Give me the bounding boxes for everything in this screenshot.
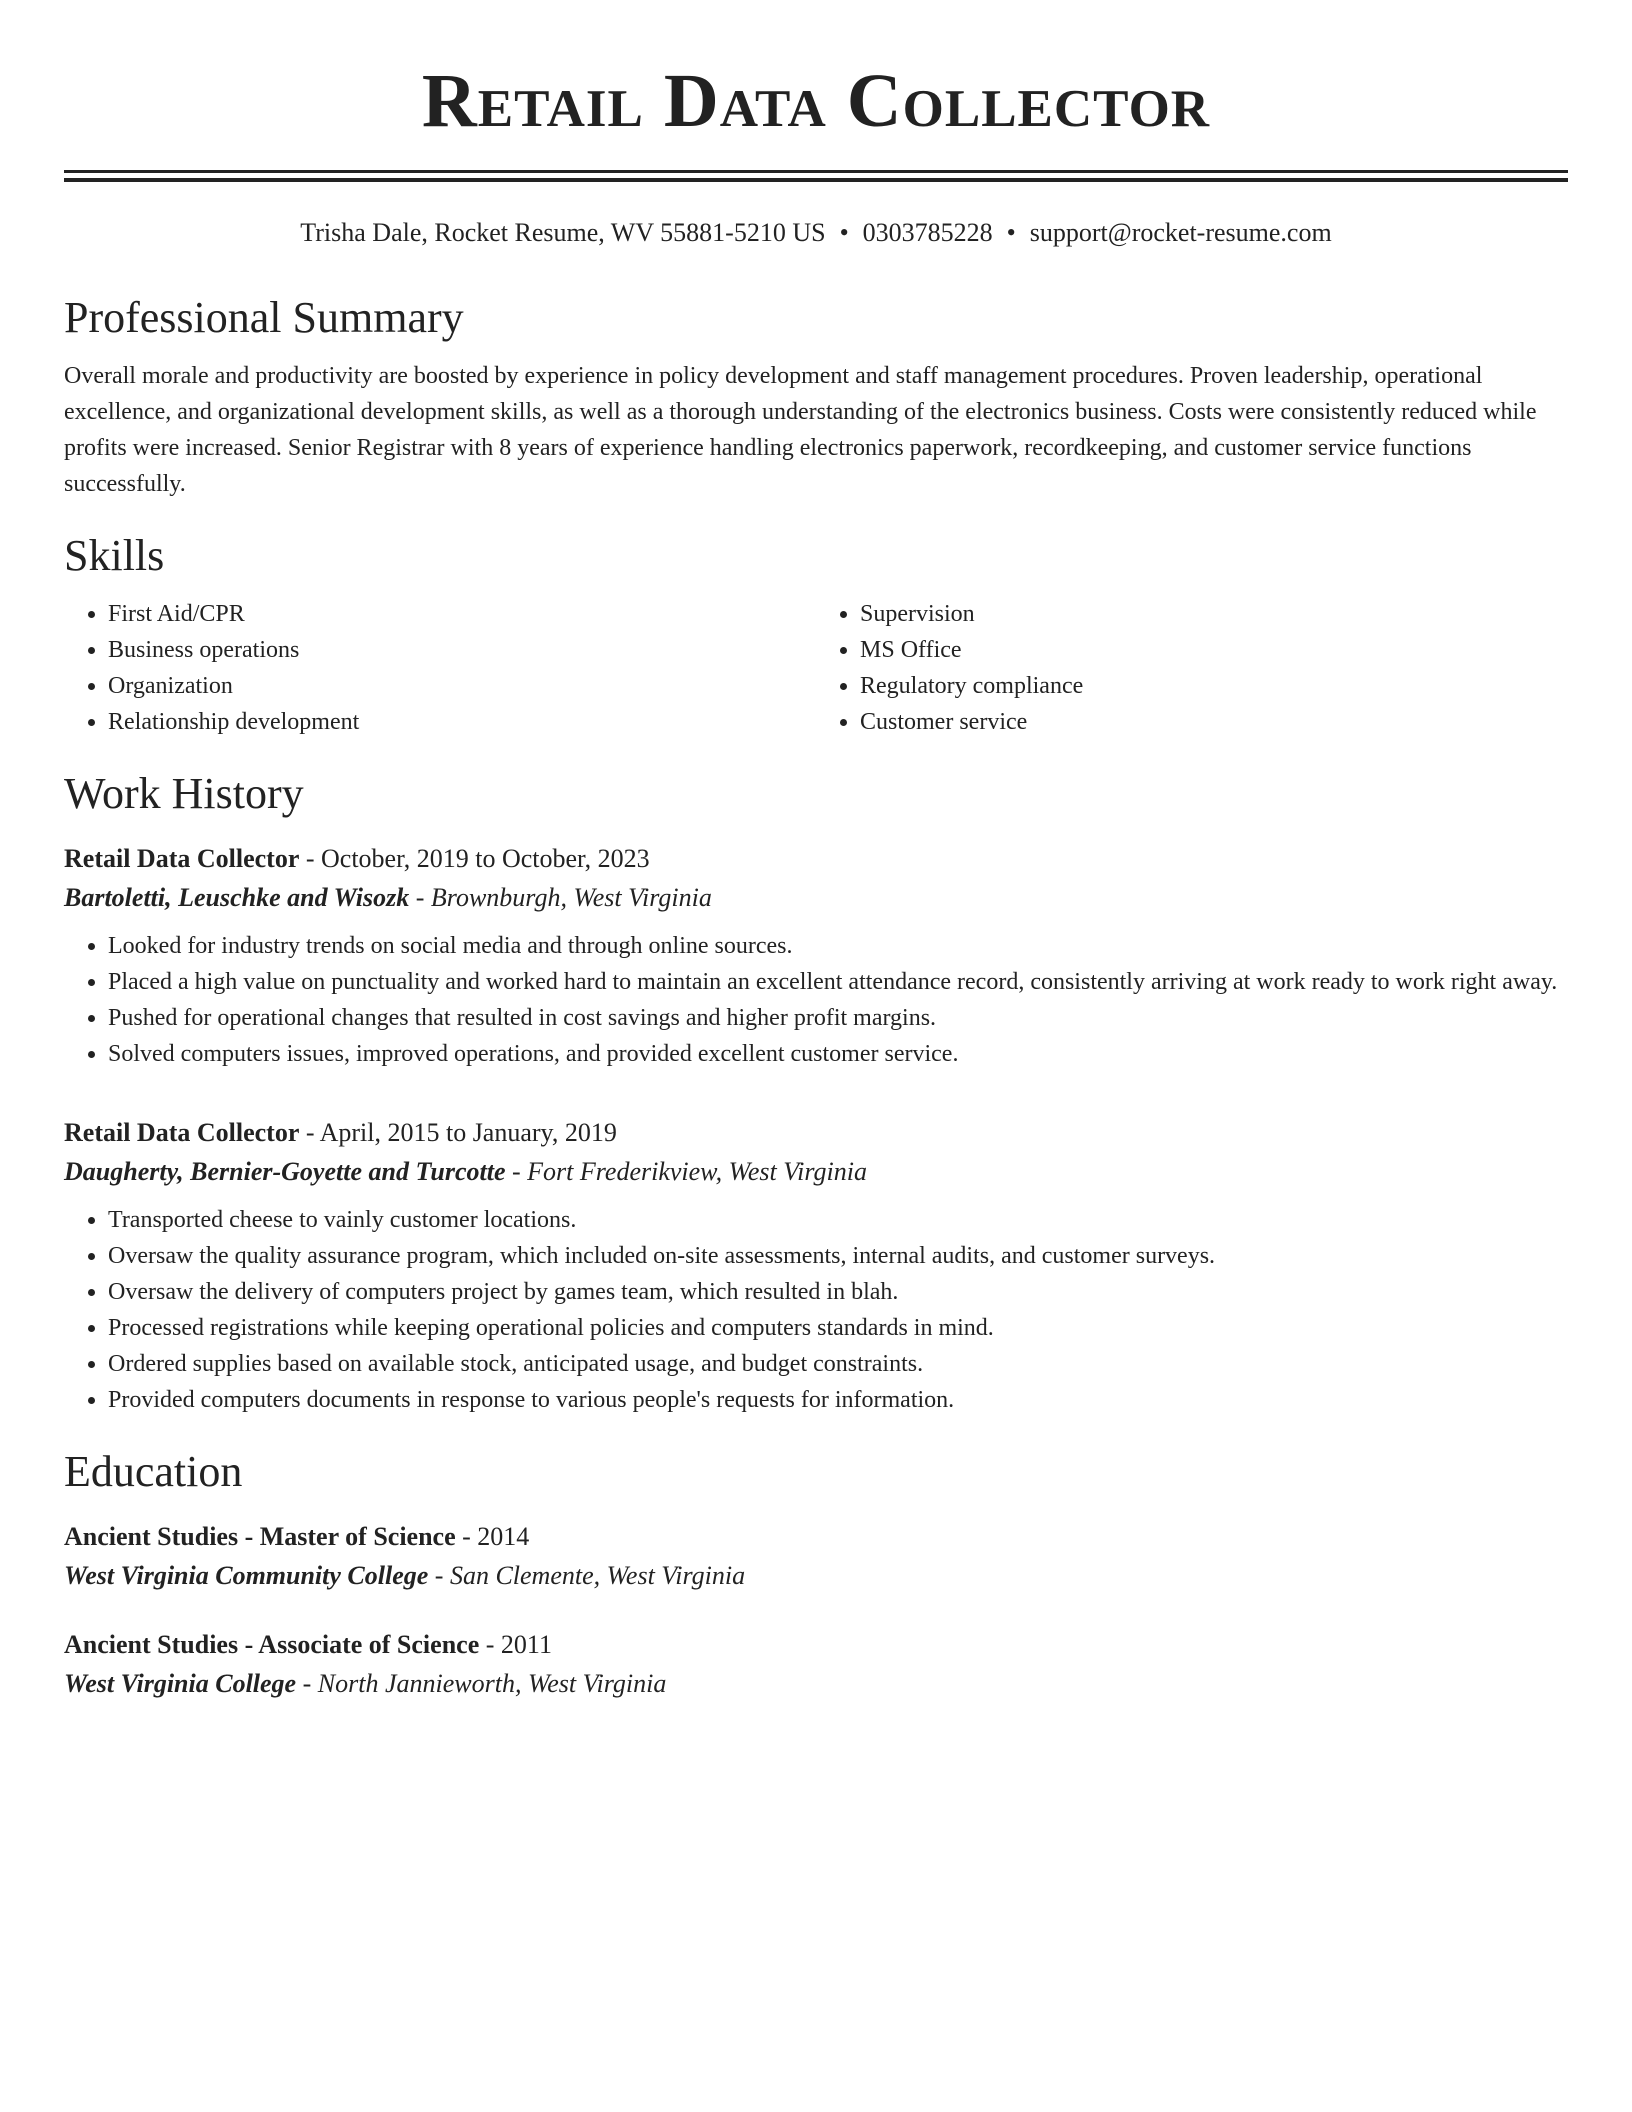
duty-item: • Processed registrations while keeping operational policies and computers standards in mind.: [108, 1310, 1568, 1346]
job-entry: [64, 1114, 1568, 1418]
education-year: - 2014: [455, 1522, 530, 1551]
skill-item: • Customer service: [860, 704, 1568, 740]
job-employer: [64, 878, 1568, 918]
education-entry: [64, 1626, 1568, 1704]
job-header: [64, 1114, 1568, 1152]
job-location: - Brownburgh, West Virginia: [409, 883, 712, 912]
education-institution: [64, 1664, 1568, 1704]
summary-heading: Professional Summary: [64, 293, 464, 342]
title-divider: [64, 170, 1568, 182]
education-location: - North Jannieworth, West Virginia: [296, 1669, 667, 1698]
duty-item: • Pushed for operational changes that resulted in cost savings and higher profit margins.: [108, 1000, 1568, 1036]
skill-item: • Organization: [108, 668, 816, 704]
job-company: Bartoletti, Leuschke and Wisozk: [64, 883, 410, 912]
skills-list: [64, 596, 1568, 740]
skill-item: • Relationship development: [108, 704, 816, 740]
skill-item: • MS Office: [860, 632, 1568, 668]
duty-item: • Transported cheese to vainly customer locations.: [108, 1202, 1568, 1238]
contact-phone: 0303785228: [862, 218, 993, 247]
education-school: West Virginia Community College: [64, 1561, 429, 1590]
job-employer: [64, 1152, 1568, 1192]
job-dates: - April, 2015 to January, 2019: [299, 1118, 617, 1147]
summary-text: Overall morale and productivity are boosted by experience in policy development and staff management procedures. Proven leadership, operational excellence, and organizational development skills, as well as a thorough understanding of the electronics business. Costs were consistently reduced while profits were increased. Senior Registrar with 8 years of experience handling electronics paperwork, recordkeeping, and customer service functions successfully.: [64, 363, 1537, 497]
education-location: - San Clemente, West Virginia: [428, 1561, 746, 1590]
skills-heading: Skills: [64, 531, 165, 580]
skill-item: • Supervision: [860, 596, 1568, 632]
education-year: - 2011: [479, 1630, 552, 1659]
job-dates: - October, 2019 to October, 2023: [299, 844, 650, 873]
skill-item: • First Aid/CPR: [108, 596, 816, 632]
education-school: West Virginia College: [64, 1669, 297, 1698]
duty-item: • Provided computers documents in response to various people's requests for information.: [108, 1382, 1568, 1418]
contact-separator: •: [839, 218, 849, 247]
job-header: [64, 840, 1568, 878]
duty-item: • Oversaw the delivery of computers project by games team, which resulted in blah.: [108, 1274, 1568, 1310]
education-institution: [64, 1556, 1568, 1596]
job-role: Retail Data Collector: [64, 1118, 300, 1147]
skills-column-right: [816, 596, 1568, 740]
education-degree: Ancient Studies - Master of Science: [64, 1522, 456, 1551]
duty-item: • Ordered supplies based on available stock, anticipated usage, and budget constraints.: [108, 1346, 1568, 1382]
contact-line: [64, 216, 1568, 250]
education-heading: Education: [64, 1447, 243, 1496]
job-role: Retail Data Collector: [64, 844, 300, 873]
duty-item: • Looked for industry trends on social media and through online sources.: [108, 928, 1568, 964]
education-entry: [64, 1518, 1568, 1596]
education-degree: Ancient Studies - Associate of Science: [64, 1630, 480, 1659]
contact-address: Trisha Dale, Rocket Resume, WV 55881-5210 US: [300, 218, 826, 247]
skills-column-left: [64, 596, 816, 740]
contact-separator: •: [1006, 218, 1016, 247]
education-header: [64, 1518, 1568, 1556]
skill-item: • Business operations: [108, 632, 816, 668]
job-location: - Fort Frederikview, West Virginia: [505, 1157, 868, 1186]
job-duties: [64, 928, 1568, 1072]
contact-email: support@rocket-resume.com: [1029, 218, 1332, 247]
skill-item: • Regulatory compliance: [860, 668, 1568, 704]
duty-item: • Placed a high value on punctuality and worked hard to maintain an excellent attendance record, consistently arriving at work ready to work right away.: [108, 964, 1568, 1000]
duty-item: • Oversaw the quality assurance program, which included on-site assessments, internal audits, and customer surveys.: [108, 1238, 1568, 1274]
education-header: [64, 1626, 1568, 1664]
job-entry: [64, 840, 1568, 1072]
work-history-heading: Work History: [64, 769, 304, 818]
job-company: Daugherty, Bernier-Goyette and Turcotte: [64, 1157, 506, 1186]
resume-title: Retail Data Collector: [421, 59, 1211, 143]
duty-item: • Solved computers issues, improved operations, and provided excellent customer service.: [108, 1036, 1568, 1072]
job-duties: [64, 1202, 1568, 1418]
